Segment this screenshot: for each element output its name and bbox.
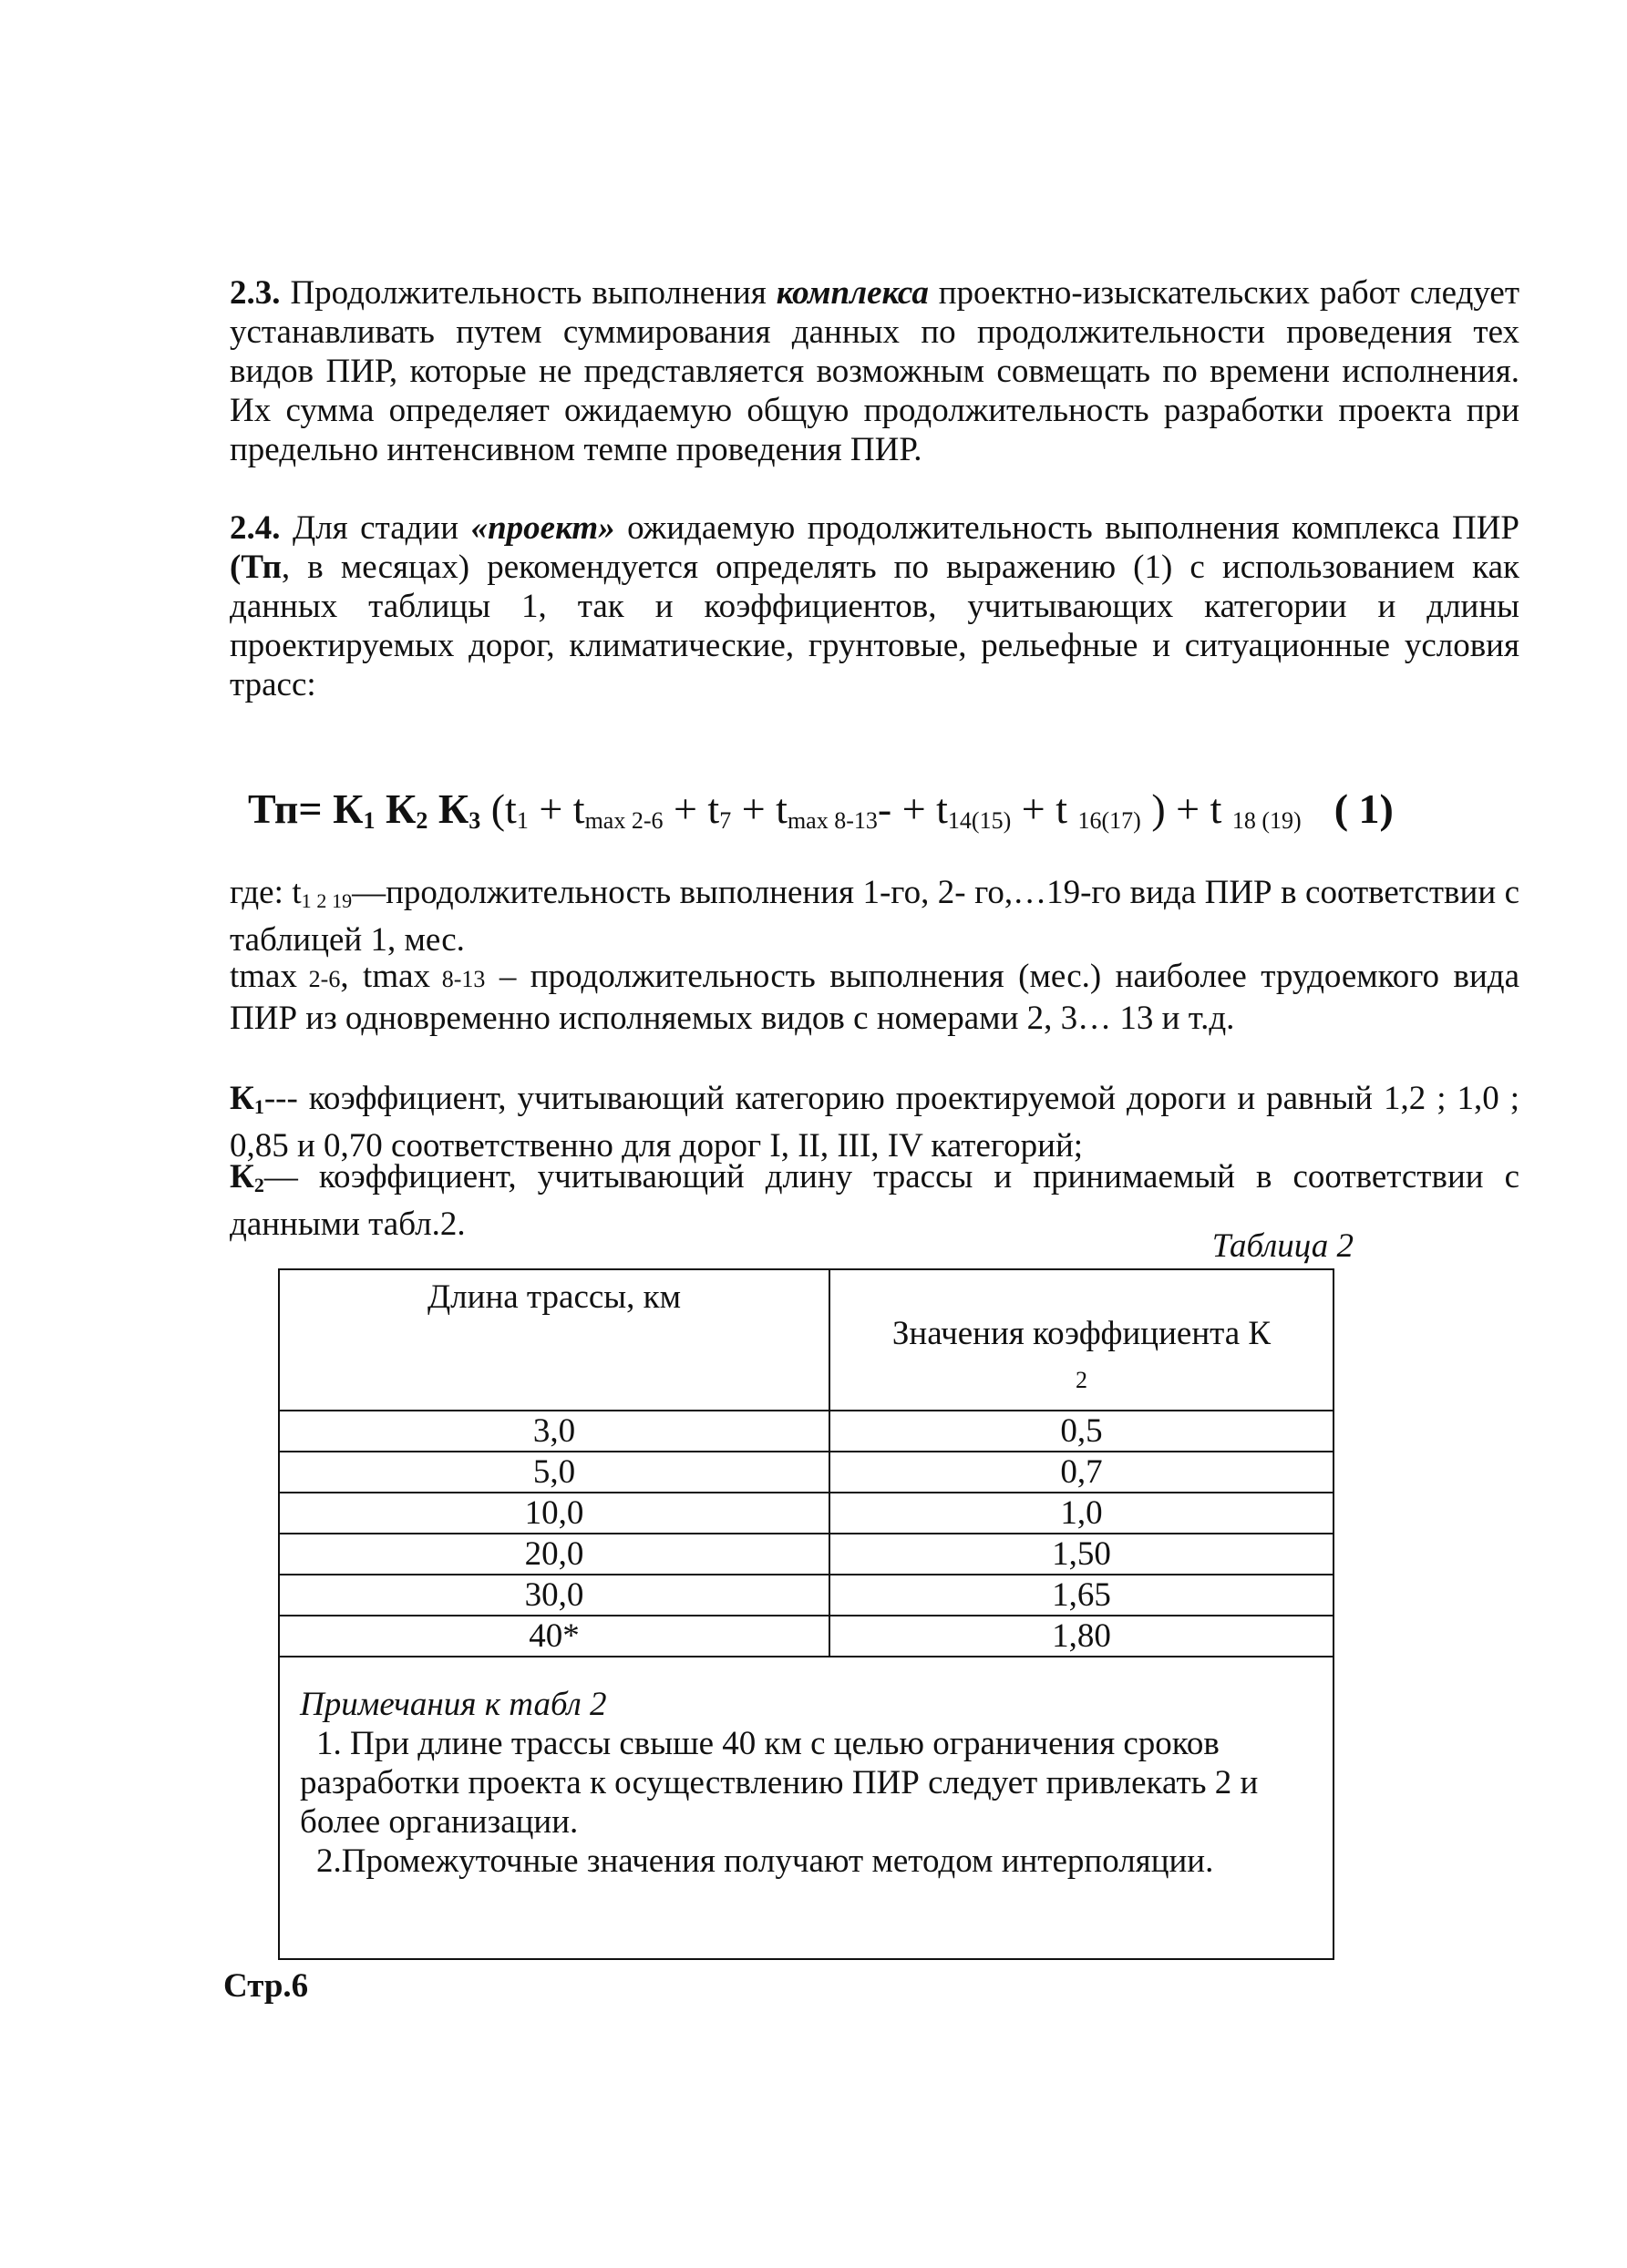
note-2: 2.Промежуточные значения получают методом интерполяции. — [316, 1842, 1214, 1880]
formula-term-3: + t — [731, 785, 788, 832]
row-length: 10,0 — [279, 1493, 829, 1534]
definition-t-prefix: где: t — [230, 874, 302, 911]
formula-t18-sub: 18 (19) — [1231, 807, 1302, 834]
formula-term-1: + t — [528, 785, 585, 832]
table-row — [279, 1575, 1334, 1616]
header-coef-sub: 2 — [1076, 1366, 1087, 1393]
table-row — [279, 1411, 1334, 1452]
table-notes-row — [279, 1657, 1334, 1959]
row-coef: 0,5 — [829, 1411, 1334, 1452]
formula-1 — [248, 782, 1524, 848]
definition-k2-sub: 2 — [253, 1174, 264, 1196]
formula-k3-sub: 3 — [469, 807, 481, 834]
table-row — [279, 1493, 1334, 1534]
header-length: Длина трассы, км — [427, 1278, 682, 1316]
section-2-4-tp: (Тп — [230, 549, 282, 586]
page-number: Стр.6 — [223, 1967, 309, 2005]
notes-title: Примечания к табл 2 — [300, 1686, 607, 1723]
section-2-3-number: 2.3. — [230, 274, 281, 312]
table-notes-cell — [279, 1657, 1334, 1959]
definition-k1-label: К — [230, 1080, 254, 1117]
row-length: 30,0 — [279, 1575, 829, 1616]
definition-t-sub: 1 2 19 — [301, 889, 353, 912]
definition-tmax-text: – продолжительность выполнения (мес.) наиболее трудоемкого вида ПИР из одновременно исполняемых видов с номерами 2, 3… 13 и т.д. — [230, 958, 1519, 1037]
header-length-cell — [279, 1269, 829, 1411]
definition-k2-label: К — [230, 1158, 254, 1196]
section-2-4-text-c: , в месяцах) рекомендуется определять по выражению (1) с использованием как данных таблицы 1, так и коэффициентов, учитывающих категории и длины проектируемых дорог, климатические, грунтовые, рельефные и ситуационные условия трасс: — [230, 549, 1519, 703]
header-coef — [830, 1314, 1333, 1394]
formula-tmax1-sub: max 2-6 — [584, 807, 664, 834]
definition-tmax-a: tmax — [230, 958, 297, 995]
row-coef: 0,7 — [829, 1452, 1334, 1493]
note-1: 1. При длине трассы свыше 40 км с целью ограничения сроков разработки проекта к осуществлению ПИР следует привлекать 2 и более организации. — [300, 1725, 1259, 1841]
definition-tmax-b: , tmax — [340, 958, 431, 995]
table-row — [279, 1616, 1334, 1657]
section-2-3 — [230, 273, 1519, 469]
formula-t7-sub: 7 — [719, 807, 732, 834]
definition-k1 — [230, 1079, 1519, 1165]
section-2-4-text-a: Для стадии — [280, 509, 471, 547]
section-2-4 — [230, 508, 1519, 704]
section-2-3-text-b: проектно-изыскательских работ следует устанавливать путем суммирования данных по продолжительности проведения тех видов ПИР, которые не представляется возможным совмещать по времени исполнения. Их сумма определяет ожидаемую общую продолжительность разработки проекта при предельно интенсивном темпе проведения ПИР. — [230, 274, 1519, 468]
formula-open: (t — [480, 785, 517, 832]
formula-k2-sub: 2 — [416, 807, 428, 834]
definition-t-text: —продолжительность выполнения 1-го, 2- го,…19-го вида ПИР в соответствии с таблицей 1, мес. — [230, 874, 1520, 959]
formula-lhs: Тп= К — [248, 785, 364, 832]
definition-tmax-b-range: 8-13 — [430, 966, 486, 992]
definition-t — [230, 873, 1519, 960]
section-2-4-number: 2.4. — [230, 509, 281, 547]
definition-tmax-a-range: 2-6 — [296, 966, 341, 992]
header-coef-text: Значения коэффициента К — [891, 1314, 1272, 1352]
formula-tmax2-sub: max 8-13 — [787, 807, 878, 834]
row-length: 3,0 — [279, 1411, 829, 1452]
section-2-4-emphasis: «проект» — [470, 509, 615, 547]
formula-t16-sub: 16(17) — [1077, 807, 1141, 834]
row-coef: 1,80 — [829, 1616, 1334, 1657]
definition-tmax — [230, 957, 1519, 1038]
section-2-4-text-b: ожидаемую продолжительность выполнения комплекса ПИР — [614, 509, 1520, 547]
definition-k2-text: — коэффициент, учитывающий длину трассы и принимаемый в соответствии с данными табл.2. — [230, 1158, 1519, 1243]
formula-t14-sub: 14(15) — [947, 807, 1012, 834]
definition-k1-text: --- коэффициент, учитывающий категорию проектируемой дороги и равный 1,2 ; 1,0 ; 0,85 и 0,70 соответственно для дорог I, II, III, IV категорий; — [230, 1080, 1519, 1165]
row-length: 5,0 — [279, 1452, 829, 1493]
row-coef: 1,50 — [829, 1534, 1334, 1575]
table-2-caption: Таблица 2 — [1211, 1227, 1354, 1265]
table-header-row — [279, 1269, 1334, 1411]
row-length: 40* — [279, 1616, 829, 1657]
formula-term-2: + t — [663, 785, 720, 832]
formula-number: ( 1) — [1334, 785, 1394, 832]
header-coef-cell — [829, 1269, 1334, 1411]
row-coef: 1,65 — [829, 1575, 1334, 1616]
table-row — [279, 1452, 1334, 1493]
table-row — [279, 1534, 1334, 1575]
section-2-3-text-a: Продолжительность выполнения — [280, 274, 777, 312]
formula-k1-sub: 1 — [363, 807, 376, 834]
formula-t1-sub: 1 — [516, 807, 529, 834]
formula-k2: К — [375, 785, 417, 832]
formula-term-5: + t — [1011, 785, 1078, 832]
formula-k3: К — [427, 785, 469, 832]
table-2 — [278, 1268, 1334, 1960]
formula-term-4: - + t — [877, 785, 948, 832]
formula-close: ) + t — [1140, 785, 1232, 832]
row-length: 20,0 — [279, 1534, 829, 1575]
row-coef: 1,0 — [829, 1493, 1334, 1534]
section-2-3-emphasis: комплекса — [776, 274, 929, 312]
definition-k1-sub: 1 — [253, 1095, 264, 1118]
